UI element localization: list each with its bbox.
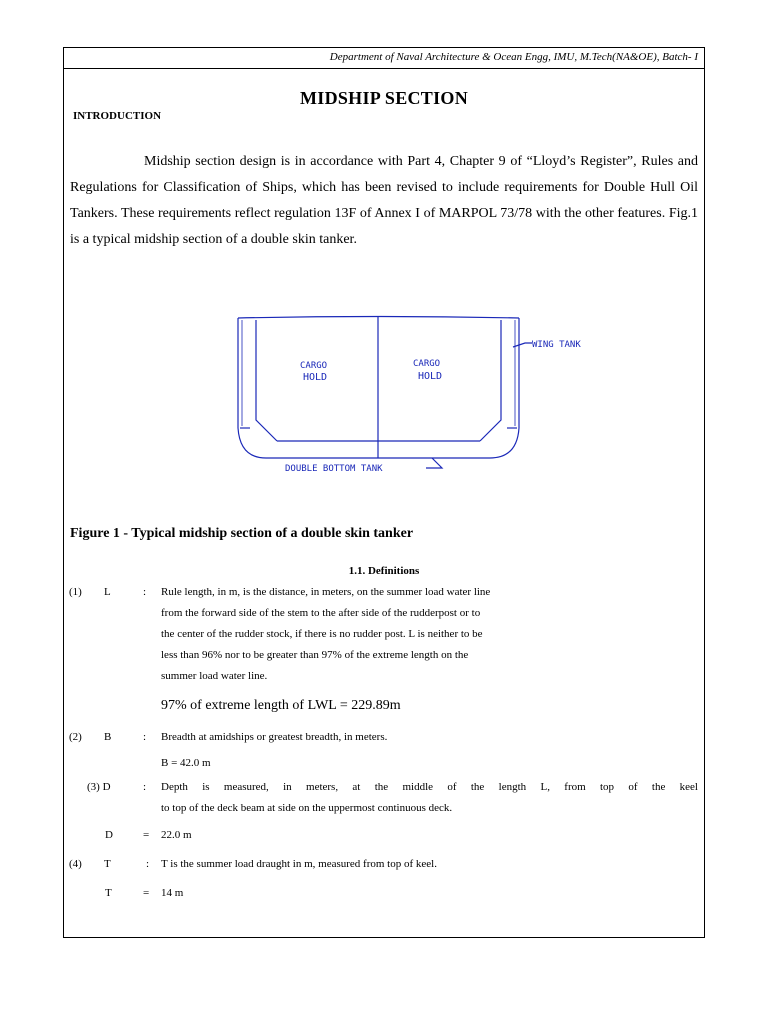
cargo-hold-2-label-line1: CARGO — [413, 359, 441, 369]
paragraph-line: 73/78 with the other features. Fig.1 is a typical midship section of a double skin tanker. — [70, 206, 698, 247]
paragraph-line: for Double Hull Oil Tankers. These requirements reflect regulation 13F of Annex I of MARPOL — [70, 180, 699, 221]
section-heading-introduction: INTRODUCTION — [73, 110, 162, 122]
introduction-paragraph — [70, 149, 698, 253]
def-l-line: summer load water line. — [161, 670, 268, 682]
def-b-number: (2) — [69, 731, 82, 743]
def-l-line: Rule length, in m, is the distance, in meters, on the summer load water line — [161, 586, 491, 598]
def-d-line: to top of the deck beam at side on the uppermost continuous deck. — [161, 802, 453, 814]
cargo-hold-1-label-line1: CARGO — [300, 361, 328, 371]
def-b-colon: : — [143, 731, 147, 743]
def-t-text: T is the summer load draught in m, measured from top of keel. — [161, 858, 437, 870]
def-d-value-symbol: D — [105, 829, 113, 841]
paragraph-line: Midship section design is in accordance with Part 4, Chapter 9 of “Lloyd’s Register”, — [144, 154, 637, 169]
def-l-line: less than 96% nor to be greater than 97% of the extreme length on the — [161, 649, 469, 661]
inner-shell-left — [256, 320, 277, 441]
midship-section-figure — [230, 310, 610, 485]
def-t-colon: : — [146, 858, 150, 870]
cargo-hold-2-label-line2: HOLD — [418, 371, 443, 382]
def-d-value: 22.0 m — [161, 829, 192, 841]
def-l-number: (1) — [69, 586, 82, 598]
def-t-symbol: T — [104, 858, 111, 870]
def-l-line: the center of the rudder stock, if there is no rudder post. L is neither to be — [161, 628, 483, 640]
def-t-value: 14 m — [161, 887, 184, 899]
paragraph-line: Rules and Regulations for Classification of Ships, which has been revised to include requirements — [70, 154, 699, 195]
double-bottom-leader — [426, 458, 442, 468]
wing-tank-label: WING TANK — [532, 340, 581, 350]
running-header: Department of Naval Architecture & Ocean Engg, IMU, M.Tech(NA&OE), Batch- I — [329, 51, 698, 63]
def-l-colon: : — [143, 586, 147, 598]
def-t-value-symbol: T — [105, 887, 112, 899]
cargo-hold-1-label-line2: HOLD — [303, 372, 328, 383]
def-l-value: 97% of extreme length of LWL = 229.89m — [161, 698, 401, 713]
def-t-number: (4) — [69, 858, 82, 870]
definitions-heading: 1.1. Definitions — [348, 565, 420, 577]
def-t-value-equals: = — [143, 887, 150, 899]
double-bottom-label: DOUBLE BOTTOM TANK — [285, 464, 383, 474]
page-title: MIDSHIP SECTION — [299, 88, 469, 108]
header-rule — [63, 68, 705, 69]
def-l-line: from the forward side of the stem to the after side of the rudderpost or to — [161, 607, 481, 619]
inner-shell-right — [480, 320, 501, 441]
def-d-value-equals: = — [143, 829, 150, 841]
def-l-symbol: L — [104, 586, 111, 598]
def-d-colon: : — [143, 781, 147, 793]
def-d-line: Depth is measured, in meters, at the middle of the length L, from top of the keel — [161, 781, 698, 793]
def-b-text: Breadth at amidships or greatest breadth, in meters. — [161, 731, 388, 743]
def-b-symbol: B — [104, 731, 112, 743]
wing-tank-leader — [513, 343, 532, 347]
def-d-number: (3) D — [87, 781, 111, 793]
figure-caption: Figure 1 - Typical midship section of a double skin tanker — [70, 526, 414, 541]
def-b-value: B = 42.0 m — [161, 757, 211, 769]
